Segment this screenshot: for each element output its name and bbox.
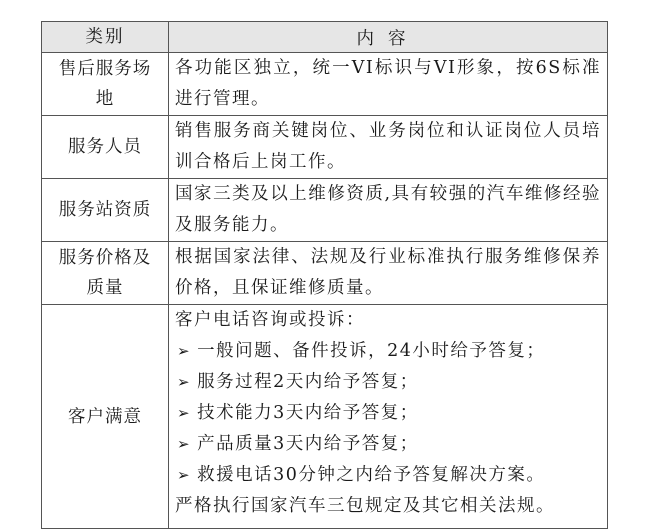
header-category: 类别 [42, 22, 169, 53]
category-label: 售后服务场地 [58, 59, 152, 109]
content-cell: 销售服务商关键岗位、业务岗位和认证岗位人员培训合格后上岗工作。 [169, 116, 608, 179]
category-cell [42, 53, 169, 116]
table-row [42, 53, 608, 116]
bullet-item: ➢ 技术能力3天内给予答复； [175, 398, 601, 429]
bullet-item: ➢ 产品质量3天内给予答复； [175, 429, 601, 460]
header-content: 内容 [169, 22, 608, 53]
content-cell [169, 305, 608, 529]
table-row [42, 116, 608, 179]
bullet-item: ➢ 服务过程2天内给予答复； [175, 367, 601, 398]
table-header-row [42, 22, 608, 53]
category-label: 客户满意 [68, 406, 142, 427]
category-label: 服务人员 [68, 137, 142, 157]
complaint-outro: 严格执行国家汽车三包规定及其它相关法规。 [175, 496, 555, 516]
category-cell [42, 242, 169, 305]
table-row [42, 305, 608, 529]
service-standards-table [41, 21, 608, 529]
category-cell [42, 116, 169, 179]
category-cell [42, 179, 169, 242]
category-label: 服务站资质 [58, 200, 152, 220]
category-label: 服务价格及质量 [58, 248, 152, 298]
category-cell [42, 305, 169, 529]
table-row [42, 242, 608, 305]
bullet-item: ➢ 救援电话30分钟之内给予答复解决方案。 [175, 460, 601, 491]
complaint-intro: 客户电话咨询或投诉： [175, 310, 365, 330]
table-row [42, 179, 608, 242]
content-cell: 国家三类及以上维修资质,具有较强的汽车维修经验及服务能力。 [169, 179, 608, 242]
bullet-item: ➢ 一般问题、备件投诉，24小时给予答复； [175, 336, 601, 367]
content-cell: 各功能区独立，统一VI标识与VI形象，按6S标准进行管理。 [169, 53, 608, 116]
content-cell: 根据国家法律、法规及行业标准执行服务维修保养价格，且保证维修质量。 [169, 242, 608, 305]
